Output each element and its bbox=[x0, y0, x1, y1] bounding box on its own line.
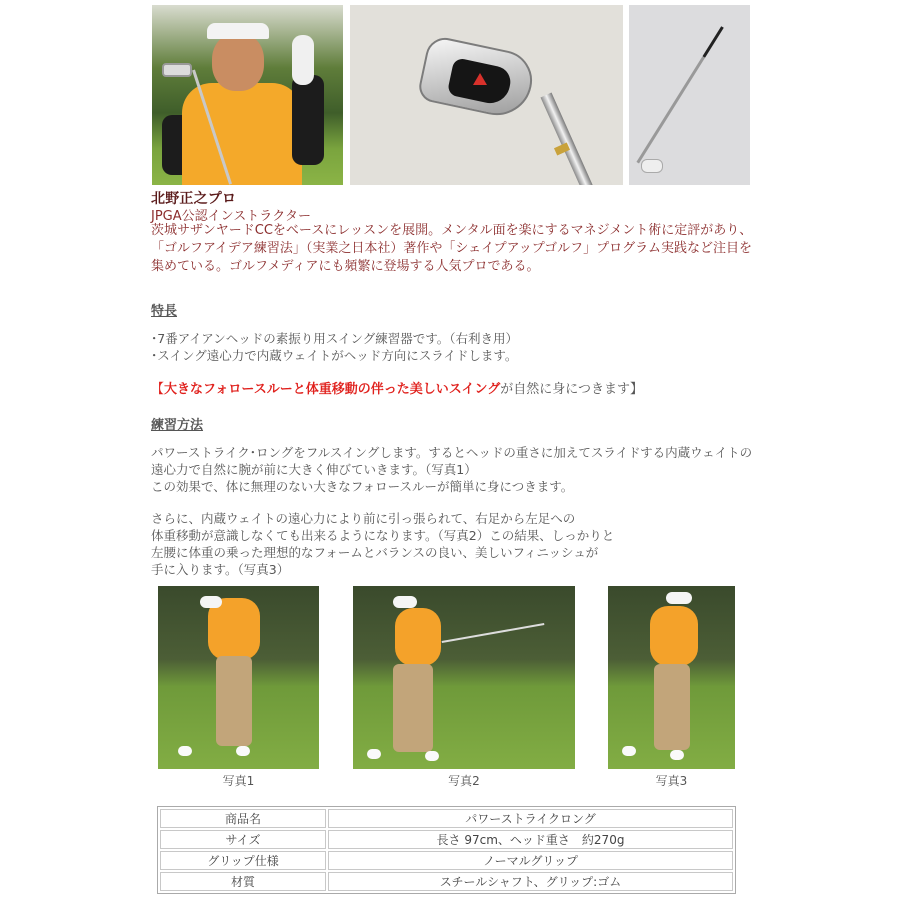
swing-photo-1 bbox=[158, 586, 319, 769]
highlight-emphasis: 大きなフォロースルーと体重移動の伴った美しいスイング bbox=[164, 382, 501, 397]
photo-detail-shoe bbox=[622, 746, 636, 756]
spec-value: ノーマルグリップ bbox=[328, 851, 733, 870]
pro-bio: 茨城サザンヤードCCをベースにレッスンを展開。メンタル面を楽にするマネジメント術に定評があり、「ゴルフアイデア練習法」（実業之日本社）著作や「シェイプアップゴルフ」プログラム実践など注目を集めている。ゴルフメディアにも頻繁に登場する人気プロである。 bbox=[151, 223, 753, 274]
photo-detail-visor bbox=[393, 596, 417, 608]
photo-detail-shoe bbox=[425, 751, 439, 761]
photo-detail-head bbox=[641, 159, 663, 173]
spec-value: パワーストライクロング bbox=[328, 809, 733, 828]
practice-line: 遠心力で自然に腕が前に大きく伸びていきます。（写真1） bbox=[151, 462, 477, 477]
practice-line: パワーストライク･ロングをフルスイングします。するとヘッドの重さに加えてスライドする内蔵ウェイトの bbox=[151, 445, 753, 460]
spec-table bbox=[157, 806, 736, 894]
spec-value: スチールシャフト、グリップ:ゴム bbox=[328, 872, 733, 891]
photo-detail-shaft bbox=[541, 93, 597, 185]
photo-detail-shoe bbox=[367, 749, 381, 759]
photo-detail-shoe bbox=[178, 746, 192, 756]
photo-detail-pants bbox=[393, 664, 433, 752]
photo-detail-shoe bbox=[670, 750, 684, 760]
practice-heading: 練習方法 bbox=[151, 418, 204, 433]
photo-detail-shirt bbox=[182, 83, 302, 185]
table-row bbox=[160, 809, 733, 828]
practice-line: この効果で、体に無理のない大きなフォロースルーが簡単に身につきます。 bbox=[151, 479, 574, 494]
pro-name: 北野正之プロ bbox=[151, 191, 237, 207]
features-heading: 特長 bbox=[151, 304, 178, 319]
photo-caption: 写真3 bbox=[655, 774, 688, 788]
highlight-rest: が自然に身につきます bbox=[500, 382, 630, 397]
photo-detail-club bbox=[442, 623, 545, 643]
photo-detail-pants bbox=[216, 656, 252, 746]
spec-label: 材質 bbox=[160, 872, 326, 891]
photo-detail-shoe bbox=[236, 746, 250, 756]
spec-label: 商品名 bbox=[160, 809, 326, 828]
practice-line: 体重移動が意識しなくても出来るようになります。（写真2）この結果、しっかりと bbox=[151, 528, 615, 543]
photo-caption: 写真2 bbox=[448, 774, 480, 788]
club-head-photo bbox=[350, 5, 623, 185]
practice-line: 手に入ります。（写真3） bbox=[151, 562, 290, 577]
photo-detail-arm bbox=[292, 75, 324, 165]
photo-detail-body bbox=[650, 606, 698, 666]
spec-value: 長さ 97cm、ヘッド重さ 約270g bbox=[328, 830, 733, 849]
photo-detail-visor bbox=[207, 23, 269, 39]
full-club-photo bbox=[629, 5, 750, 185]
photo-detail-visor bbox=[200, 596, 222, 608]
swing-photo-3 bbox=[608, 586, 735, 769]
photo-detail-face bbox=[212, 33, 264, 91]
table-row bbox=[160, 830, 733, 849]
pro-title: JPGA公認インストラクター bbox=[151, 209, 311, 224]
photo-detail-visor bbox=[666, 592, 692, 604]
photo-detail-glove bbox=[292, 35, 314, 85]
pro-golfer-photo bbox=[152, 5, 343, 185]
highlight-bracket: 【 bbox=[151, 382, 165, 397]
photo-detail-pants bbox=[654, 664, 690, 750]
photo-detail-shaft bbox=[636, 26, 723, 163]
photo-caption: 写真1 bbox=[222, 774, 255, 788]
feature-bullet: ･7番アイアンヘッドの素振り用スイング練習器です。（右利き用） bbox=[151, 331, 518, 346]
table-row bbox=[160, 851, 733, 870]
practice-line: 左腰に体重の乗った理想的なフォームとバランスの良い、美しいフィニッシュが bbox=[151, 545, 599, 560]
feature-bullet: ･スイング遠心力で内蔵ウェイトがヘッド方向にスライドします。 bbox=[151, 348, 518, 363]
practice-line: さらに、内蔵ウェイトの遠心力により前に引っ張られて、右足から左足への bbox=[151, 511, 576, 526]
spec-label: グリップ仕様 bbox=[160, 851, 326, 870]
swing-photo-2 bbox=[353, 586, 575, 769]
photo-detail-clubhead bbox=[162, 63, 192, 77]
table-row bbox=[160, 872, 733, 891]
photo-detail-body bbox=[395, 608, 441, 666]
feature-highlight bbox=[151, 378, 643, 397]
highlight-bracket: 】 bbox=[629, 382, 643, 397]
spec-label: サイズ bbox=[160, 830, 326, 849]
